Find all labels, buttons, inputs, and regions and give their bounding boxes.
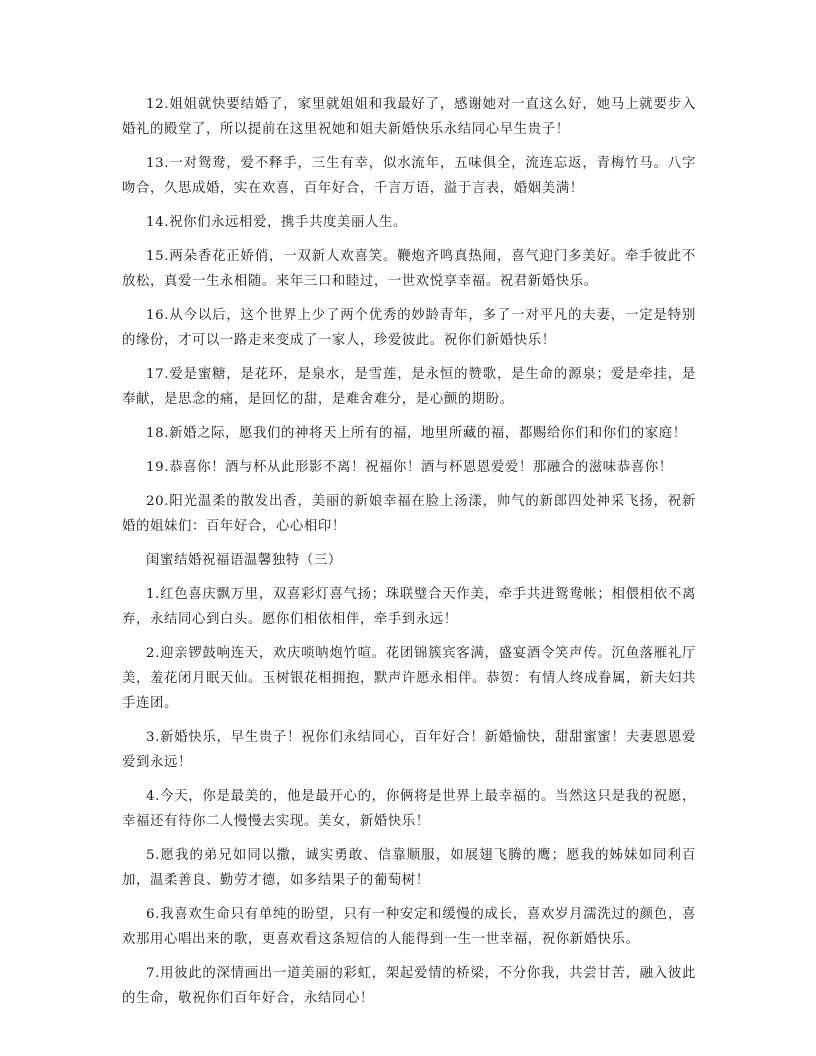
paragraph: 4.今天，你是最美的，他是最开心的，你俩将是世界上最幸福的。当然这只是我的祝愿，幸福还有待你二人慢慢去实现。美女，新婚快乐！: [122, 789, 696, 829]
paragraph: 17.爱是蜜糖，是花环，是泉水，是雪莲，是永恒的赞歌，是生命的源泉；爱是牵挂，是奉献，是思念的痛，是回忆的甜，是难舍难分，是心颤的期盼。: [122, 367, 696, 407]
paragraph: 16.从今以后，这个世界上少了两个优秀的妙龄青年，多了一对平凡的夫妻，一定是特别的缘份，才可以一路走来变成了一家人，珍爱彼此。祝你们新婚快乐！: [122, 308, 696, 348]
paragraph: 14.祝你们永远相爱，携手共度美丽人生。: [146, 215, 407, 230]
paragraph: 7.用彼此的深情画出一道美丽的彩虹，架起爱情的桥梁，不分你我，共尝甘苦，融入彼此的生命，敬祝你们百年好合，永结同心！: [122, 966, 696, 1006]
paragraph: 12.姐姐就快要结婚了，家里就姐姐和我最好了，感谢她对一直这么好，她马上就要步入婚礼的殿堂了，所以提前在这里祝她和姐夫新婚快乐永结同心早生贵子！: [122, 97, 696, 137]
paragraph: 5.愿我的弟兄如同以撒，诚实勇敢、信靠顺服，如展翅飞腾的鹰；愿我的姊妹如同利百加，温柔善良、勤劳才德，如多结果子的葡萄树！: [122, 848, 696, 888]
paragraph: 15.两朵香花正娇俏，一双新人欢喜笑。鞭炮齐鸣真热闹，喜气迎门多美好。牵手彼此不放松，真爱一生永相随。来年三口和睦过，一世欢悦享幸福。祝君新婚快乐。: [122, 249, 696, 289]
paragraph: 2.迎亲锣鼓响连天，欢庆唢呐炮竹喧。花团锦簇宾客满，盛宴酒令笑声传。沉鱼落雁礼厅美，羞花闭月眠天仙。玉树银花相拥抱，默声许愿永相伴。恭贺：有情人终成眷属，新夫妇共手连团。: [122, 646, 696, 711]
section-heading: 闺蜜结婚祝福语温馨独特（三）: [146, 553, 342, 568]
paragraph: 6.我喜欢生命只有单纯的盼望，只有一种安定和缓慢的成长，喜欢岁月濡洗过的颜色，喜欢那用心唱出来的歌，更喜欢看这条短信的人能得到一生一世幸福，祝你新婚快乐。: [122, 907, 696, 947]
paragraph: 1.红色喜庆飘万里，双喜彩灯喜气扬；珠联璧合天作美，牵手共进鸳鸯帐；相偎相依不离弃，永结同心到白头。愿你们相依相伴，牵手到永远！: [122, 587, 696, 627]
paragraph: 19.恭喜你！酒与杯从此形影不离！祝福你！酒与杯恩恩爱爱！那融合的滋味恭喜你！: [146, 460, 673, 475]
paragraph: 18.新婚之际，愿我们的神将天上所有的福，地里所藏的福，都赐给你们和你们的家庭！: [146, 426, 687, 441]
paragraph: 20.阳光温柔的散发出香，美丽的新娘幸福在脸上汤漾，帅气的新郎四处神采飞扬，祝新婚的姐妹们：百年好合，心心相印！: [122, 494, 696, 534]
paragraph: 3.新婚快乐，早生贵子！祝你们永结同心，百年好合！新婚愉快，甜甜蜜蜜！夫妻恩恩爱爱到永远！: [122, 730, 696, 770]
paragraph: 13.一对鸳鸯，爱不释手，三生有幸，似水流年，五味俱全，流连忘返，青梅竹马。八字吻合，久思成婚，实在欢喜，百年好合，千言万语，溢于言表，婚姻美满！: [122, 156, 696, 196]
